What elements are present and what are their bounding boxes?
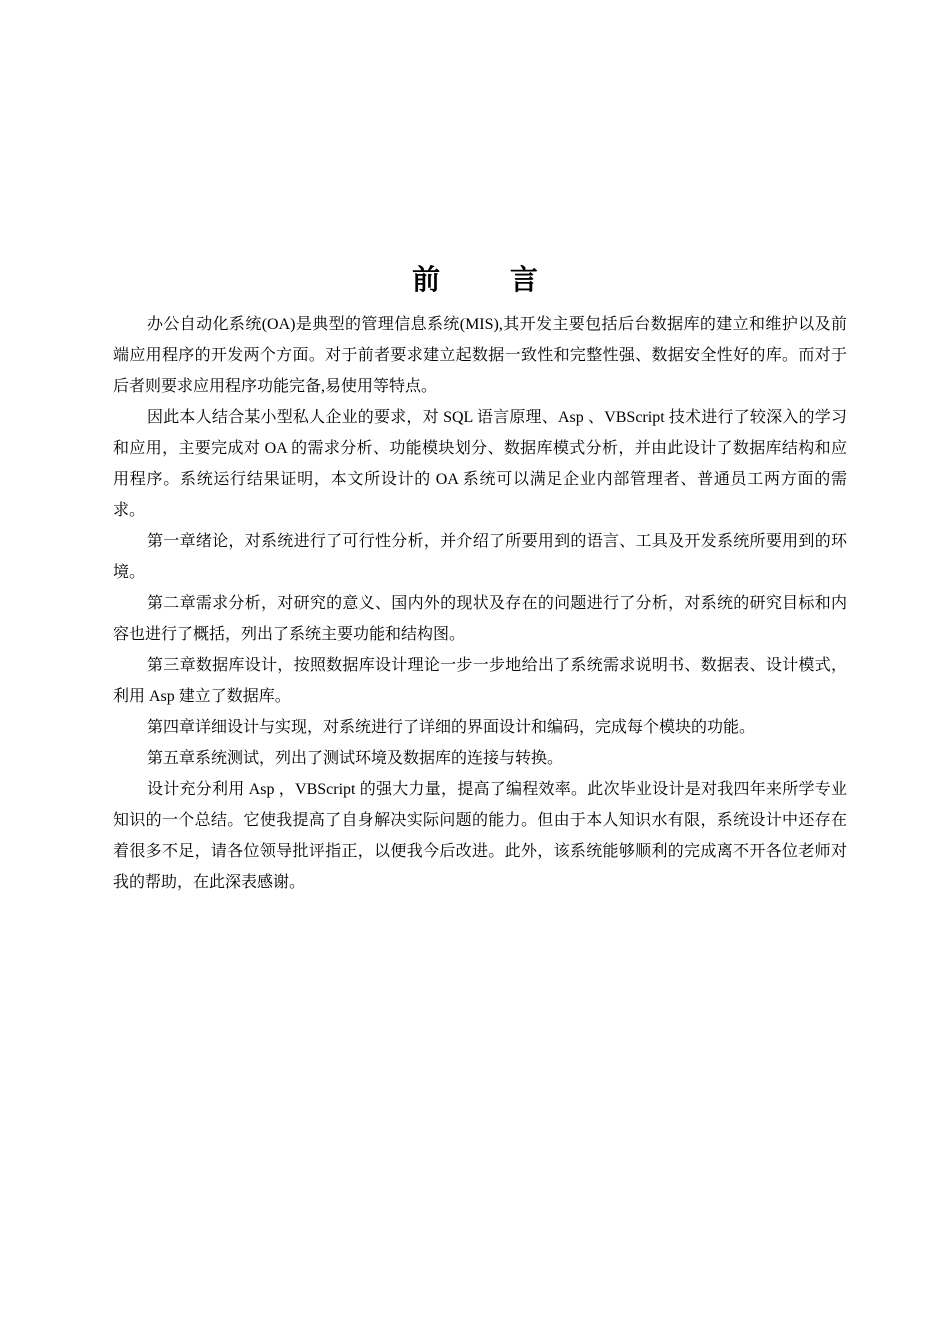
paragraph-intro: 办公自动化系统(OA)是典型的管理信息系统(MIS),其开发主要包括后台数据库的建立和维护以及前端应用程序的开发两个方面。对于前者要求建立起数据一致性和完整性强、数据安全性好的库。而对于后者则要求应用程序功能完备,易使用等特点。	[113, 316, 847, 395]
paragraph-chapter-1: 第一章绪论，对系统进行了可行性分析，并介绍了所要用到的语言、工具及开发系统所要用到的环境。	[113, 533, 847, 581]
paragraph-chapter-5: 第五章系统测试，列出了测试环境及数据库的连接与转换。	[147, 750, 564, 767]
paragraph-chapter-4: 第四章详细设计与实现，对系统进行了详细的界面设计和编码，完成每个模块的功能。	[147, 719, 756, 736]
body-text	[113, 309, 847, 898]
paragraph-conclusion: 设计充分利用 Asp ，VBScript 的强大力量，提高了编程效率。此次毕业设计是对我四年来所学专业知识的一个总结。它使我提高了自身解决实际问题的能力。但由于本人知识水有限，系统设计中还存在着很多不足，请各位领导批评指正，以便我今后改进。此外，该系统能够顺利的完成离不开各位老师对我的帮助，在此深表感谢。	[113, 781, 847, 891]
paragraph-chapter-2: 第二章需求分析，对研究的意义、国内外的现状及存在的问题进行了分析，对系统的研究目标和内容也进行了概括，列出了系统主要功能和结构图。	[113, 595, 847, 643]
page-title: 前 言	[412, 263, 568, 296]
paragraph-summary: 因此本人结合某小型私人企业的要求，对 SQL 语言原理、Asp 、VBScript 技术进行了较深入的学习和应用，主要完成对 OA 的需求分析、功能模块划分、数据库模式分析，并由此设计了数据库结构和应用程序。系统运行结果证明，本文所设计的 OA 系统可以满足企业内部管理者、普通员工两方面的需求。	[113, 409, 847, 519]
paragraph-chapter-3: 第三章数据库设计，按照数据库设计理论一步一步地给出了系统需求说明书、数据表、设计模式，利用 Asp 建立了数据库。	[113, 657, 847, 705]
